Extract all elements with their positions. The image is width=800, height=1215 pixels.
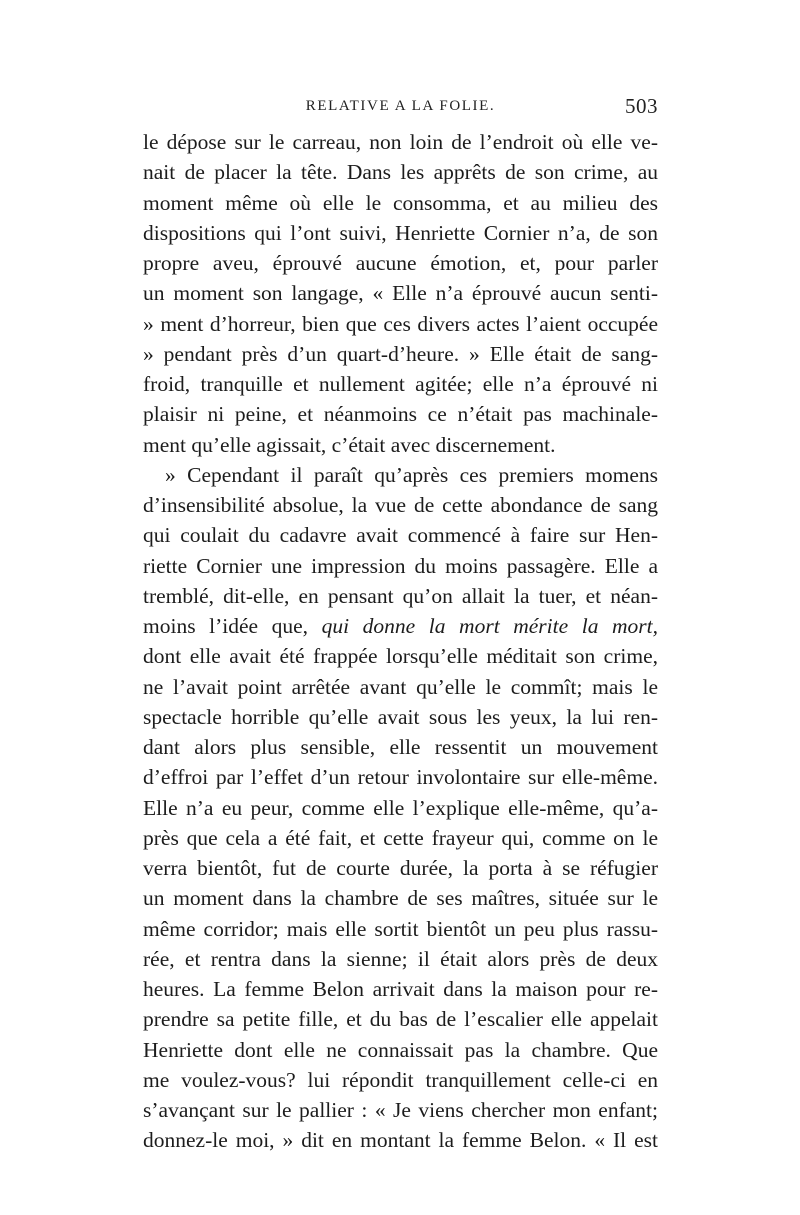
text-line: dispositions qui l’ont suivi, Henriette Cornier n’a, de son [143,220,658,245]
text-line: ment qu’elle agissait, c’était avec discernement. [143,432,556,457]
text-line: » Cependant il paraît qu’après ces premiers momens [165,462,658,487]
text-line: Henriette dont elle ne connaissait pas la chambre. Que [143,1037,658,1062]
text-line-with-italic [143,611,658,641]
text-line: prendre sa petite fille, et du bas de l’escalier elle appelait [143,1007,658,1032]
text-line: dont elle avait été frappée lorsqu’elle méditait son crime, [143,644,658,669]
text-line: tremblé, dit-elle, en pensant qu’on allait la tuer, et néan- [143,583,658,608]
text-line: moment même où elle le consomma, et au milieu des [143,190,658,215]
text-line: heures. La femme Belon arrivait dans la maison pour re- [143,977,658,1001]
text-line: rée, et rentra dans la sienne; il était alors près de deux [143,946,658,971]
text-line: riette Cornier une impression du moins passagère. Elle a [143,553,658,578]
text-line: spectacle horrible qu’elle avait sous les yeux, la lui ren- [143,704,658,729]
text-line: qui coulait du cadavre avait commencé à faire sur Hen- [143,523,658,548]
running-head [143,94,658,124]
page-number: 503 [625,94,658,118]
text-line: près que cela a été fait, et cette frayeur qui, comme on le [143,825,658,850]
text-line: un moment son langage, « Elle n’a éprouvé aucun senti- [143,281,658,306]
text-line: plaisir ni peine, et néanmoins ce n’était pas machinale- [143,402,658,427]
text-line: un moment dans la chambre de ses maîtres, située sur le [143,886,658,911]
text-line: ne l’avait point arrêtée avant qu’elle le commît; mais le [143,674,658,699]
text-line: d’insensibilité absolue, la vue de cette abondance de sang [143,493,658,517]
text-line: nait de placer la tête. Dans les apprêts de son crime, au [143,160,658,185]
text-line: d’effroi par l’effet d’un retour involontaire sur elle-même. [143,765,658,790]
text-line: Elle n’a eu peur, comme elle l’explique elle-même, qu’a- [143,795,658,820]
running-title: RELATIVE A LA FOLIE. [305,98,496,114]
text-segment: moins l’idée que, [143,614,309,638]
italic-quote: qui donne la mort mérite la mort, [321,614,658,638]
text-line: le dépose sur le carreau, non loin de l’endroit où elle ve- [143,130,658,154]
text-line: propre aveu, éprouvé aucune émotion, et, pour parler [143,251,658,275]
text-line: verra bientôt, fut de courte durée, la porta à se réfugier [143,856,658,880]
text-line: même corridor; mais elle sortit bientôt un peu plus rassu- [143,916,658,941]
text-line: dant alors plus sensible, elle ressentit un mouvement [143,735,658,759]
text-line: » ment d’horreur, bien que ces divers actes l’aient occupée [143,311,658,336]
text-line: froid, tranquille et nullement agitée; elle n’a éprouvé ni [143,372,658,396]
text-line: s’avançant sur le pallier : « Je viens chercher mon enfant; [143,1098,658,1122]
text-line: me voulez-vous? lui répondit tranquillement celle-ci en [143,1067,658,1092]
text-line: » pendant près d’un quart-d’heure. » Elle était de sang- [143,341,658,366]
text-line: donnez-le moi, » dit en montant la femme Belon. « Il est [143,1128,658,1153]
body-text [143,127,658,1156]
